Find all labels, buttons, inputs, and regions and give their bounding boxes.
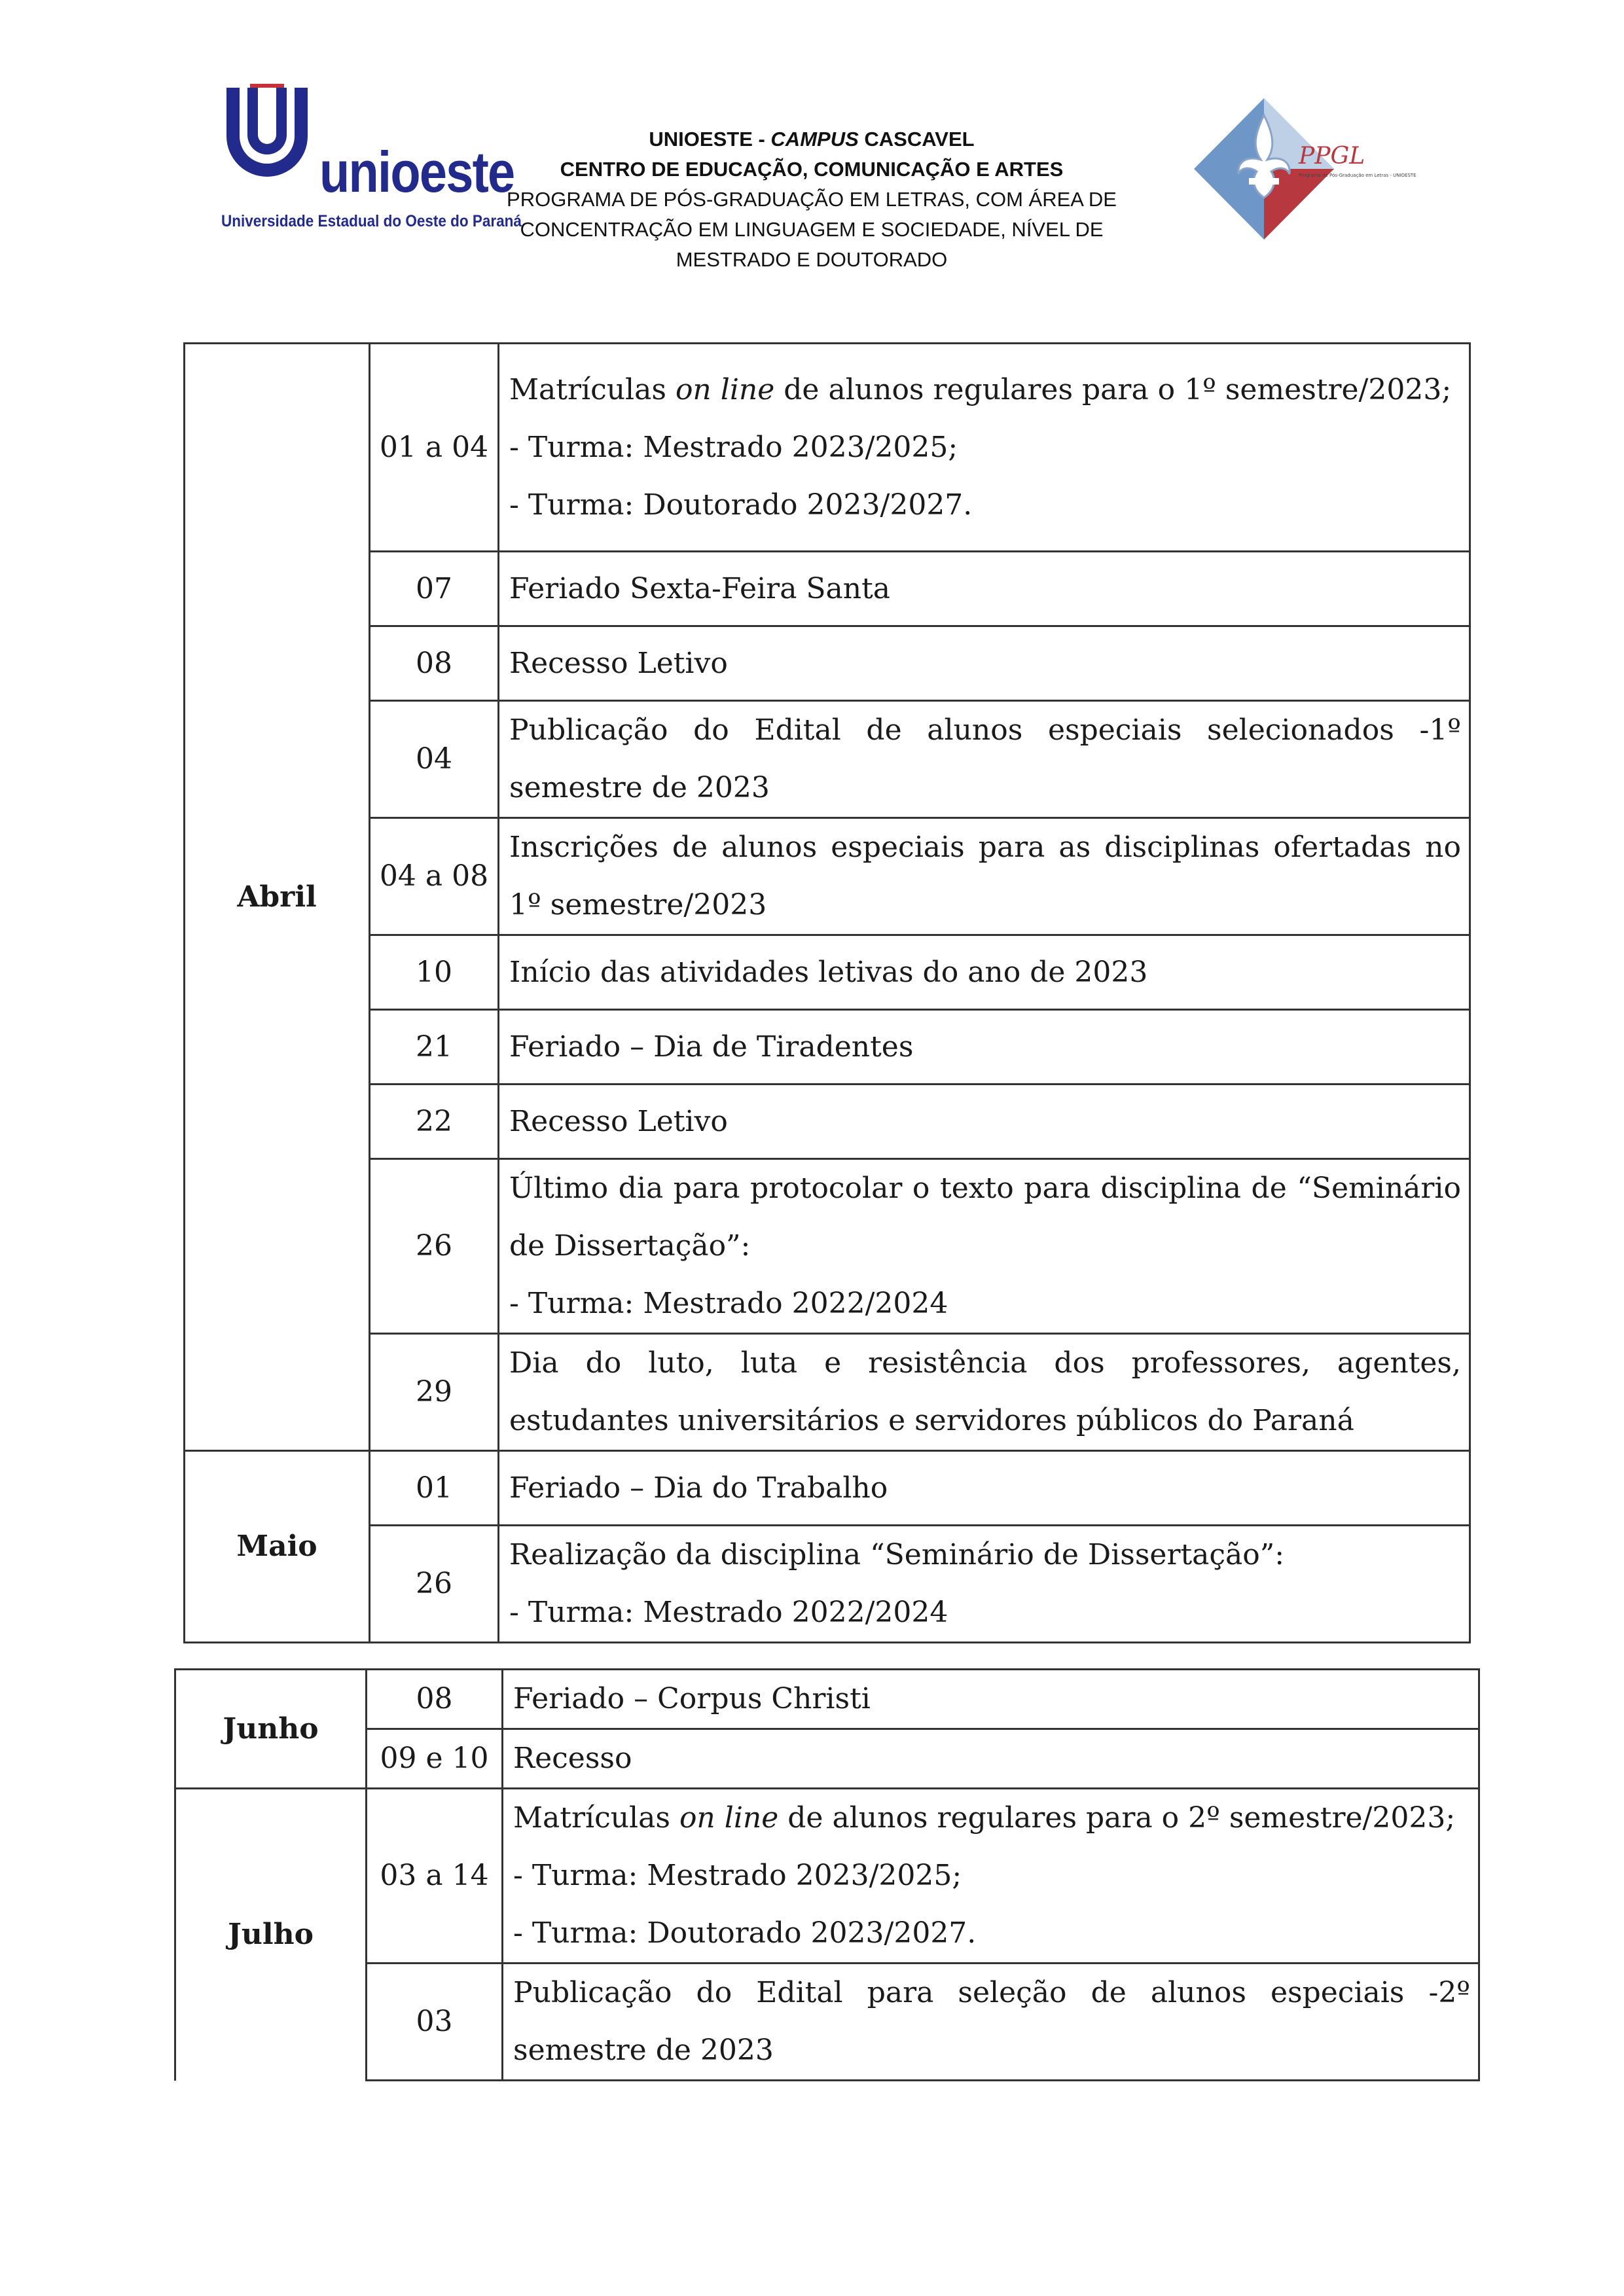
ppgl-logo [1189,96,1416,246]
institution-line-2: CENTRO DE EDUCAÇÃO, COMUNICAÇÃO E ARTES [560,158,1064,181]
table-row [185,626,1470,701]
ppgl-logo-text: PPGL [1299,143,1365,170]
table-row [185,935,1470,1010]
day-cell: 03 [367,1964,503,2081]
institution-line-5: MESTRADO E DOUTORADO [676,248,948,271]
unioeste-logo [221,84,522,241]
institution-block [497,124,1126,275]
day-cell: 26 [370,1159,499,1334]
table-row [185,1334,1470,1451]
description-cell: Início das atividades letivas do ano de 2023 [499,935,1470,1010]
table-row [185,1010,1470,1085]
month-july: Julho [175,1789,367,2081]
day-cell: 01 [370,1451,499,1526]
description-cell: Recesso [503,1729,1479,1789]
day-cell: 29 [370,1334,499,1451]
table-row [185,1085,1470,1159]
table-row [185,1526,1470,1643]
month-may: Maio [185,1451,370,1643]
month-june: Junho [175,1670,367,1789]
day-cell: 08 [370,626,499,701]
page-header [0,0,1624,308]
table-row [175,1729,1479,1789]
day-cell: 04 a 08 [370,818,499,935]
ppgl-logo-subtext: Programa de Pós-Graduação em Letras - UNIOESTE [1299,173,1416,178]
institution-line-3: PROGRAMA DE PÓS-GRADUAÇÃO EM LETRAS, COM ÁREA DE [507,188,1117,211]
description-cell: Feriado – Corpus Christi [503,1670,1479,1729]
day-cell: 09 e 10 [367,1729,503,1789]
table-row [185,818,1470,935]
table-row [185,1451,1470,1526]
table-row [185,1159,1470,1334]
institution-line-1: UNIOESTE - CAMPUS CASCAVEL [649,128,975,151]
table-row [175,1789,1479,1964]
day-cell: 01 a 04 [370,344,499,552]
description-cell: Recesso Letivo [499,626,1470,701]
day-cell: 21 [370,1010,499,1085]
month-april: Abril [185,344,370,1451]
day-cell: 10 [370,935,499,1010]
description-cell: Dia do luto, luta e resistência dos professores, agentes, estudantes universitários e servidores públicos do Paraná [499,1334,1470,1451]
ppgl-emblem-icon [1189,96,1416,246]
description-cell: Feriado Sexta-Feira Santa [499,552,1470,626]
description-cell: Último dia para protocolar o texto para disciplina de “Seminário de Dissertação”: - Turma: Mestrado 2022/2024 [499,1159,1470,1334]
day-cell: 26 [370,1526,499,1643]
unioeste-caption: Universidade Estadual do Oeste do Paraná [221,212,522,230]
day-cell: 22 [370,1085,499,1159]
calendar-table-june-july [174,1668,1480,2081]
table-row [185,344,1470,552]
description-cell: Publicação do Edital de alunos especiais selecionados -1º semestre de 2023 [499,701,1470,818]
table-row [175,1670,1479,1729]
description-cell: Matrículas on line de alunos regulares para o 2º semestre/2023; - Turma: Mestrado 2023/2025; - Turma: Doutorado 2023/2027. [503,1789,1479,1964]
table-row [175,1964,1479,2081]
day-cell: 07 [370,552,499,626]
description-cell: Feriado – Dia do Trabalho [499,1451,1470,1526]
description-cell: Matrículas on line de alunos regulares para o 1º semestre/2023; - Turma: Mestrado 2023/2025; - Turma: Doutorado 2023/2027. [499,344,1470,552]
institution-line-4: CONCENTRAÇÃO EM LINGUAGEM E SOCIEDADE, NÍVEL DE [520,218,1104,241]
calendar-table-april-may [183,342,1471,1643]
table-row [185,552,1470,626]
day-cell: 04 [370,701,499,818]
description-cell: Feriado – Dia de Tiradentes [499,1010,1470,1085]
unioeste-wordmark: unioeste [319,139,514,204]
day-cell: 03 a 14 [367,1789,503,1964]
description-cell: Recesso Letivo [499,1085,1470,1159]
table-row [185,701,1470,818]
description-cell: Publicação do Edital para seleção de alunos especiais -2º semestre de 2023 [503,1964,1479,2081]
day-cell: 08 [367,1670,503,1729]
description-cell: Realização da disciplina “Seminário de Dissertação”: - Turma: Mestrado 2022/2024 [499,1526,1470,1643]
description-cell: Inscrições de alunos especiais para as disciplinas ofertadas no 1º semestre/2023 [499,818,1470,935]
